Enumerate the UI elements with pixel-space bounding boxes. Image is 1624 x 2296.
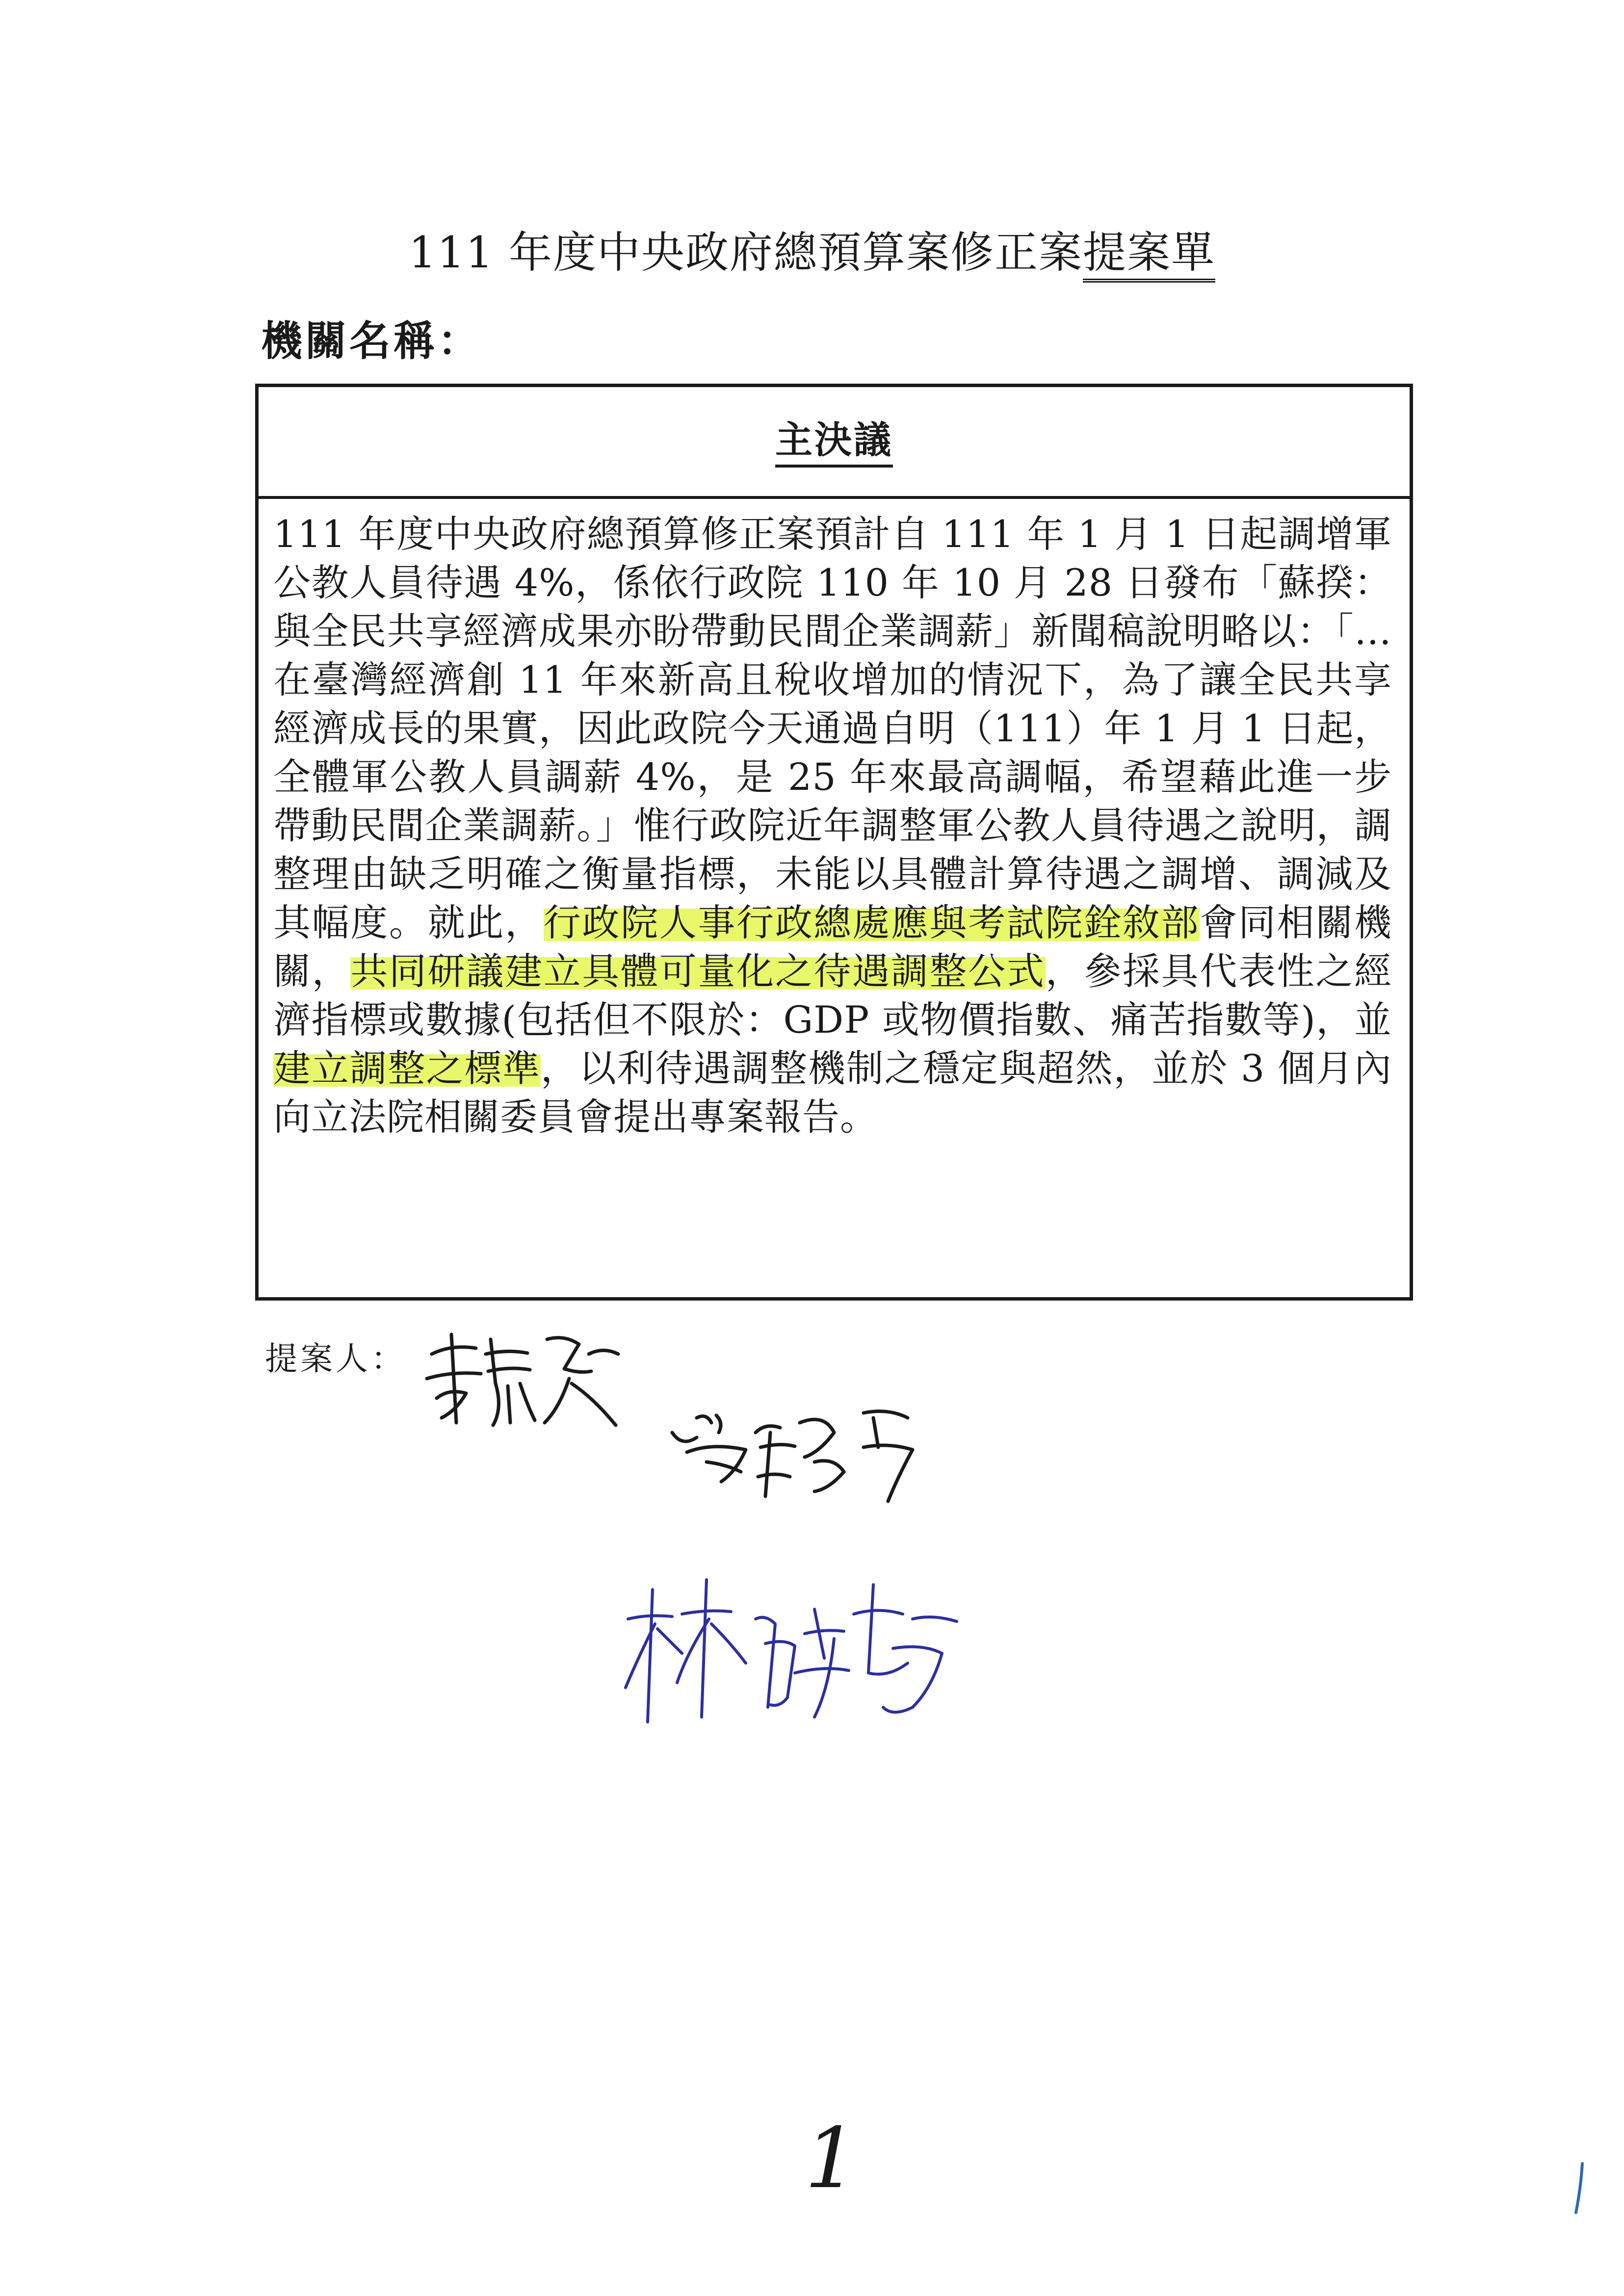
resolution-box bbox=[255, 384, 1413, 1301]
document-title bbox=[0, 223, 1624, 282]
resolution-body bbox=[273, 510, 1392, 1141]
title-suffix: 提案單 bbox=[1083, 227, 1215, 283]
signature-2 bbox=[667, 1403, 922, 1521]
resolution-segment: 111 年度中央政府總預算修正案預計自 111 年 1 月 1 日起調增軍公教人員待遇 4%，係依行政院 110 年 10 月 28 日發布「蘇揆：與全民共享經濟成果亦盼帶動民間企業調薪」新聞稿說明略以：「…在臺灣經濟創 11 年來新高且稅收增加的情況下，為了讓全民共享經濟成長的果實，因此政院今天通過自明（111）年 1 月 1 日起，全體軍公教人員調薪 4%，是 25 年來最高調幅，希望藉此進一步帶動民間企業調薪。」惟行政院近年調整軍公教人員待遇之說明，調整理由缺乏明確之衡量指標，未能以具體計算待遇之調增、調減及其幅度。就此， bbox=[273, 512, 1392, 944]
title-main: 111 年度中央政府總預算案修正案 bbox=[409, 227, 1083, 278]
margin-mark bbox=[1570, 2159, 1590, 2218]
signature-1 bbox=[422, 1325, 628, 1437]
highlighted-segment: 共同研議建立具體可量化之待遇調整公式 bbox=[350, 949, 1046, 993]
agency-name-label: 機關名稱： bbox=[261, 317, 482, 365]
page-number: 1 bbox=[805, 2110, 858, 2207]
signature-3 bbox=[618, 1560, 971, 1737]
highlighted-segment: 行政院人事行政總處應與考試院銓敘部 bbox=[543, 901, 1200, 944]
resolution-segment: ，參採具代表性之經濟指標或數據(包括但不限於：GDP 或物價指數、痛苦指數等)，並 bbox=[273, 949, 1392, 1042]
resolution-segment: ，以利待遇調整機制之穩定與超然，並於 3 個月內向立法院相關委員會提出專案報告。 bbox=[273, 1046, 1392, 1139]
highlighted-segment: 建立調整之標準 bbox=[273, 1046, 541, 1090]
resolution-segment: 會同相關機關， bbox=[273, 901, 1392, 993]
resolution-heading-row bbox=[259, 387, 1410, 499]
proposer-label: 提案人： bbox=[265, 1340, 406, 1378]
resolution-heading: 主決議 bbox=[775, 416, 893, 468]
